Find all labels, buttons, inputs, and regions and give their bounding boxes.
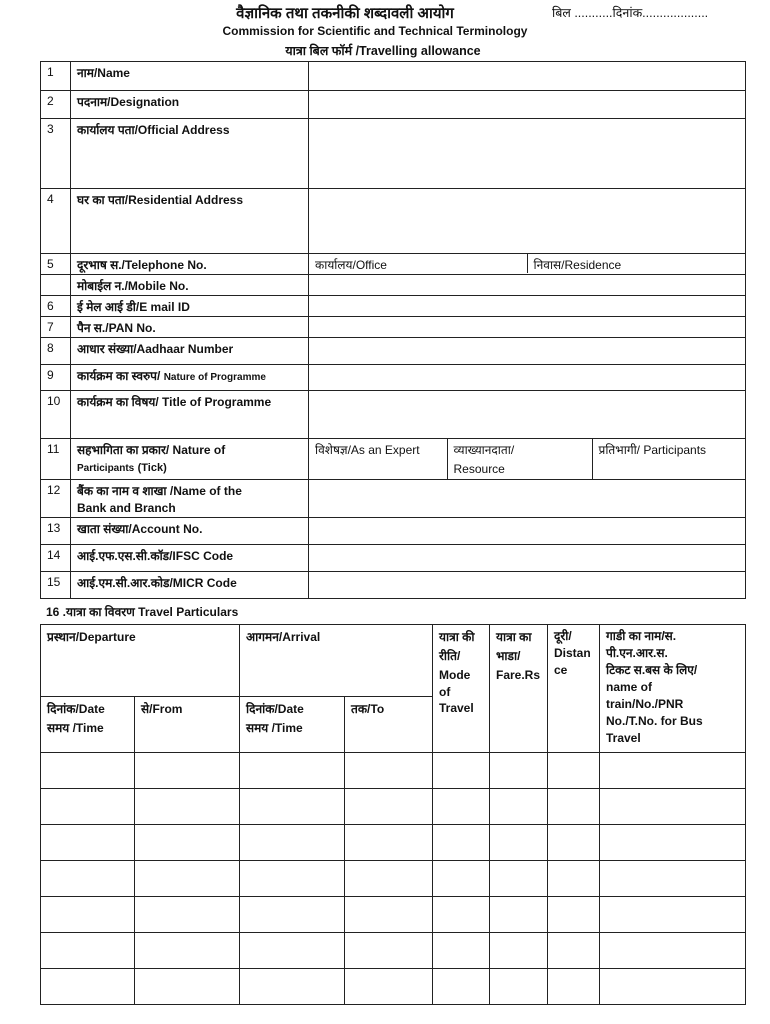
mode-line: Mode bbox=[439, 668, 471, 682]
row-number: 8 bbox=[41, 338, 71, 365]
label-line-2: Bank and Branch bbox=[77, 501, 176, 515]
distance-cell[interactable] bbox=[548, 897, 600, 933]
label-line-1: बैंक का नाम व शाखा /Name of the bbox=[77, 484, 242, 498]
mode-cell[interactable] bbox=[433, 933, 490, 969]
field-label: आई.एम.सी.आर.कोड/MICR Code bbox=[71, 572, 309, 599]
train-cell[interactable] bbox=[600, 825, 746, 861]
micr-field[interactable] bbox=[309, 572, 746, 599]
table-row bbox=[41, 365, 746, 391]
distance-line: Distan bbox=[554, 646, 591, 660]
residence-phone-label[interactable]: निवास/Residence bbox=[527, 254, 745, 273]
field-label: ई मेल आई डी/E mail ID bbox=[71, 296, 309, 317]
train-line: पी.एन.आर.स. bbox=[606, 646, 668, 660]
travel-section-title: 16 .यात्रा का विवरण Travel Particulars bbox=[46, 605, 239, 619]
table-row[interactable] bbox=[41, 933, 746, 969]
resource-label-2: Resource bbox=[453, 462, 505, 476]
table-row bbox=[41, 62, 746, 91]
departure-date-cell[interactable] bbox=[41, 897, 135, 933]
row-number: 4 bbox=[41, 189, 71, 254]
train-header bbox=[600, 625, 746, 753]
field-label: नाम/Name bbox=[71, 62, 309, 91]
mode-line: रीति/ bbox=[439, 649, 461, 663]
mode-cell[interactable] bbox=[433, 861, 490, 897]
table-row bbox=[41, 439, 746, 480]
distance-line: दूरी/ bbox=[554, 629, 572, 643]
table-row bbox=[41, 572, 746, 599]
row-number bbox=[41, 275, 71, 296]
train-line: Travel bbox=[606, 731, 641, 745]
departure-date-cell[interactable] bbox=[41, 789, 135, 825]
table-row bbox=[41, 480, 746, 518]
distance-header bbox=[548, 625, 600, 753]
table-row bbox=[41, 275, 746, 296]
train-cell[interactable] bbox=[600, 753, 746, 789]
field-label: खाता संख्या/Account No. bbox=[71, 518, 309, 545]
table-row bbox=[41, 119, 746, 189]
departure-date-header bbox=[41, 697, 135, 753]
field-label: कार्यालय पता/Official Address bbox=[71, 119, 309, 189]
distance-cell[interactable] bbox=[548, 969, 600, 1005]
account-number-field[interactable] bbox=[309, 518, 746, 545]
mode-line: Travel bbox=[439, 701, 474, 715]
to-cell[interactable] bbox=[345, 825, 433, 861]
name-field[interactable] bbox=[309, 62, 746, 91]
bill-date-line: बिल ...........दिनांक................... bbox=[552, 6, 709, 20]
to-cell[interactable] bbox=[345, 969, 433, 1005]
field-label: पदनाम/Designation bbox=[71, 91, 309, 119]
field-label bbox=[71, 439, 309, 480]
commission-title: Commission for Scientific and Technical Terminology bbox=[222, 24, 528, 38]
from-cell[interactable] bbox=[135, 969, 240, 1005]
train-cell[interactable] bbox=[600, 861, 746, 897]
from-cell[interactable] bbox=[135, 861, 240, 897]
to-cell[interactable] bbox=[345, 933, 433, 969]
fare-cell[interactable] bbox=[490, 861, 548, 897]
telephone-field[interactable] bbox=[309, 254, 746, 275]
label-small: Nature of Programme bbox=[163, 372, 266, 383]
to-cell[interactable] bbox=[345, 897, 433, 933]
table-row[interactable] bbox=[41, 789, 746, 825]
to-cell[interactable] bbox=[345, 753, 433, 789]
field-label: दूरभाष स./Telephone No. bbox=[71, 254, 309, 275]
office-phone-label[interactable]: कार्यालय/Office bbox=[315, 258, 387, 272]
table-row bbox=[41, 518, 746, 545]
fare-line: यात्रा का bbox=[496, 630, 532, 644]
date-line: दिनांक/Date bbox=[47, 702, 105, 716]
mode-cell[interactable] bbox=[433, 897, 490, 933]
date-line: दिनांक/Date bbox=[246, 702, 304, 716]
bank-name-field[interactable] bbox=[309, 480, 746, 518]
designation-field[interactable] bbox=[309, 91, 746, 119]
arrival-date-cell[interactable] bbox=[240, 753, 345, 789]
arrival-date-cell[interactable] bbox=[240, 789, 345, 825]
row-number: 7 bbox=[41, 317, 71, 338]
to-cell[interactable] bbox=[345, 789, 433, 825]
mode-cell[interactable] bbox=[433, 825, 490, 861]
row-number: 13 bbox=[41, 518, 71, 545]
train-cell[interactable] bbox=[600, 789, 746, 825]
field-label: पैन स./PAN No. bbox=[71, 317, 309, 338]
departure-header: प्रस्थान/Departure bbox=[41, 625, 240, 697]
mode-line: यात्रा की bbox=[439, 630, 475, 644]
from-header: से/From bbox=[135, 697, 240, 753]
row-number: 10 bbox=[41, 391, 71, 439]
label-hindi: सहभागिता का प्रकार/ Nature of bbox=[77, 443, 226, 457]
from-cell[interactable] bbox=[135, 825, 240, 861]
table-row bbox=[41, 296, 746, 317]
fare-line: भाडा/ bbox=[496, 649, 521, 663]
label-hindi: कार्यक्रम का स्वरुप/ bbox=[77, 369, 161, 383]
fare-cell[interactable] bbox=[490, 969, 548, 1005]
fare-cell[interactable] bbox=[490, 933, 548, 969]
train-line: टिकट स.बस के लिए/ bbox=[606, 663, 698, 677]
fare-line: Fare.Rs bbox=[496, 668, 541, 682]
tick-note: (Tick) bbox=[137, 462, 167, 474]
table-row bbox=[41, 91, 746, 119]
field-label: कार्यक्रम का विषय/ Title of Programme bbox=[71, 391, 309, 439]
row-number: 12 bbox=[41, 480, 71, 518]
row-number: 6 bbox=[41, 296, 71, 317]
row-number: 15 bbox=[41, 572, 71, 599]
distance-cell[interactable] bbox=[548, 789, 600, 825]
nature-of-programme-field[interactable] bbox=[309, 365, 746, 391]
participant-option[interactable]: प्रतिभागी/ Participants bbox=[592, 439, 745, 479]
distance-line: ce bbox=[554, 663, 568, 677]
to-cell[interactable] bbox=[345, 861, 433, 897]
mode-header bbox=[433, 625, 490, 753]
row-number: 11 bbox=[41, 439, 71, 480]
pan-field[interactable] bbox=[309, 317, 746, 338]
table-row bbox=[41, 254, 746, 275]
field-label bbox=[71, 365, 309, 391]
to-header: तक/To bbox=[345, 697, 433, 753]
from-cell[interactable] bbox=[135, 753, 240, 789]
arrival-date-cell[interactable] bbox=[240, 969, 345, 1005]
expert-option[interactable]: विशेषज्ञ/As an Expert bbox=[315, 443, 420, 457]
row-number: 5 bbox=[41, 254, 71, 275]
distance-cell[interactable] bbox=[548, 861, 600, 897]
table-row bbox=[41, 189, 746, 254]
resource-label: व्याख्यानदाता/ bbox=[453, 443, 515, 457]
table-row bbox=[41, 338, 746, 365]
mode-cell[interactable] bbox=[433, 789, 490, 825]
departure-date-cell[interactable] bbox=[41, 861, 135, 897]
train-cell[interactable] bbox=[600, 969, 746, 1005]
train-line: train/No./PNR bbox=[606, 697, 684, 711]
field-label: आई.एफ.एस.सी.कॉड/IFSC Code bbox=[71, 545, 309, 572]
fare-cell[interactable] bbox=[490, 753, 548, 789]
mode-cell[interactable] bbox=[433, 753, 490, 789]
row-number: 14 bbox=[41, 545, 71, 572]
train-line: name of bbox=[606, 680, 653, 694]
resource-option[interactable] bbox=[447, 439, 592, 479]
form-header-hindi: वैज्ञानिक तथा तकनीकी शब्दावली आयोग bbox=[236, 5, 454, 22]
fare-header bbox=[490, 625, 548, 753]
table-row bbox=[41, 391, 746, 439]
arrival-date-header bbox=[240, 697, 345, 753]
official-address-field[interactable] bbox=[309, 119, 746, 189]
field-label: घर का पता/Residential Address bbox=[71, 189, 309, 254]
fare-cell[interactable] bbox=[490, 897, 548, 933]
travel-header-row bbox=[41, 625, 746, 697]
travel-particulars-table bbox=[40, 624, 746, 1005]
train-line: गाडी का नाम/स. bbox=[606, 629, 677, 643]
table-row bbox=[41, 545, 746, 572]
row-number: 1 bbox=[41, 62, 71, 91]
arrival-date-cell[interactable] bbox=[240, 825, 345, 861]
arrival-date-cell[interactable] bbox=[240, 861, 345, 897]
ifsc-field[interactable] bbox=[309, 545, 746, 572]
departure-date-cell[interactable] bbox=[41, 969, 135, 1005]
table-row[interactable] bbox=[41, 969, 746, 1005]
row-number: 3 bbox=[41, 119, 71, 189]
table-row[interactable] bbox=[41, 825, 746, 861]
table-row[interactable] bbox=[41, 897, 746, 933]
distance-cell[interactable] bbox=[548, 933, 600, 969]
time-line: समय /Time bbox=[246, 721, 303, 735]
email-field[interactable] bbox=[309, 296, 746, 317]
mobile-field[interactable] bbox=[309, 275, 746, 296]
distance-cell[interactable] bbox=[548, 825, 600, 861]
mode-line: of bbox=[439, 685, 451, 699]
form-title: यात्रा बिल फॉर्म /Travelling allowance bbox=[285, 44, 481, 58]
train-line: No./T.No. for Bus bbox=[606, 714, 703, 728]
field-label: मोबाईल न./Mobile No. bbox=[71, 275, 309, 296]
participation-options bbox=[309, 439, 746, 480]
arrival-date-cell[interactable] bbox=[240, 897, 345, 933]
label-small: Participants bbox=[77, 463, 135, 474]
details-table bbox=[40, 61, 746, 599]
from-cell[interactable] bbox=[135, 789, 240, 825]
table-row bbox=[41, 317, 746, 338]
departure-date-cell[interactable] bbox=[41, 825, 135, 861]
row-number: 9 bbox=[41, 365, 71, 391]
train-cell[interactable] bbox=[600, 933, 746, 969]
fare-cell[interactable] bbox=[490, 789, 548, 825]
departure-date-cell[interactable] bbox=[41, 753, 135, 789]
aadhaar-field[interactable] bbox=[309, 338, 746, 365]
from-cell[interactable] bbox=[135, 897, 240, 933]
programme-title-field[interactable] bbox=[309, 391, 746, 439]
residential-address-field[interactable] bbox=[309, 189, 746, 254]
departure-date-cell[interactable] bbox=[41, 933, 135, 969]
field-label bbox=[71, 480, 309, 518]
mode-cell[interactable] bbox=[433, 969, 490, 1005]
arrival-date-cell[interactable] bbox=[240, 933, 345, 969]
distance-cell[interactable] bbox=[548, 753, 600, 789]
field-label: आधार संख्या/Aadhaar Number bbox=[71, 338, 309, 365]
from-cell[interactable] bbox=[135, 933, 240, 969]
table-row[interactable] bbox=[41, 861, 746, 897]
table-row[interactable] bbox=[41, 753, 746, 789]
train-cell[interactable] bbox=[600, 897, 746, 933]
row-number: 2 bbox=[41, 91, 71, 119]
time-line: समय /Time bbox=[47, 721, 104, 735]
arrival-header: आगमन/Arrival bbox=[240, 625, 433, 697]
fare-cell[interactable] bbox=[490, 825, 548, 861]
